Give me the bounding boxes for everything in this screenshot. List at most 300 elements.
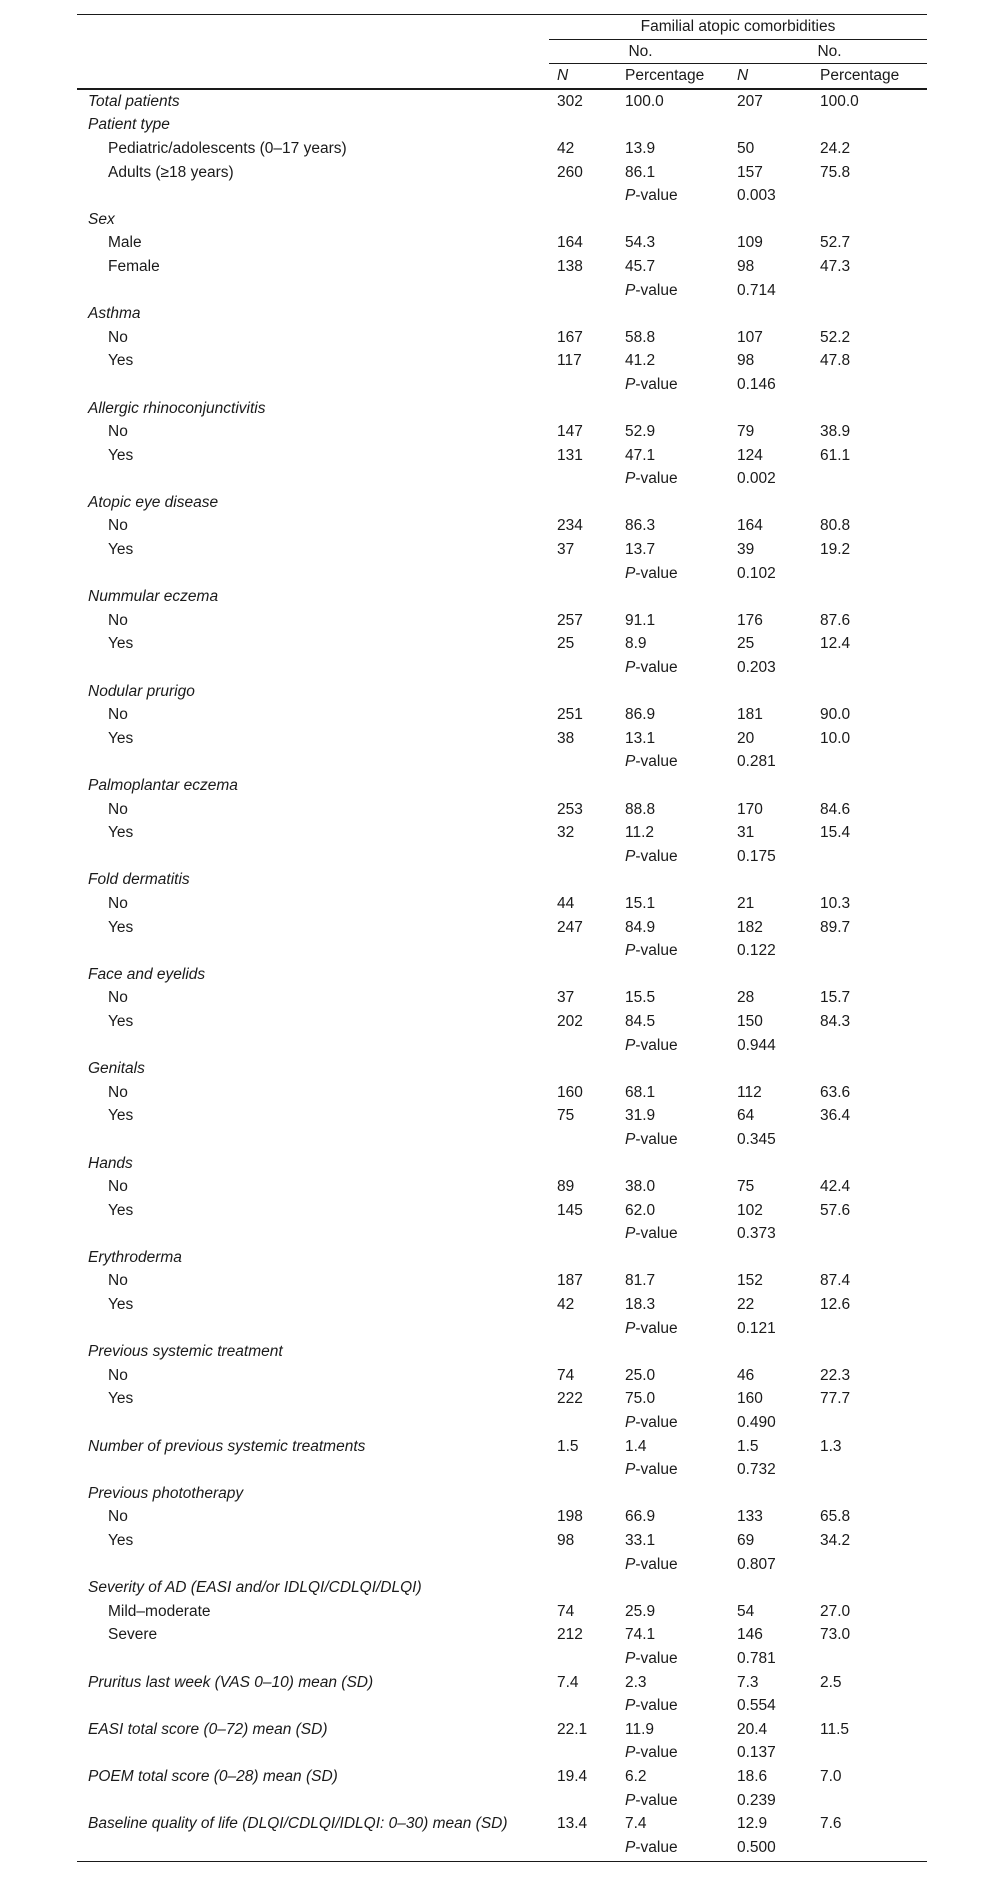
table-row	[77, 727, 927, 751]
empty-cell	[77, 1789, 549, 1813]
cell-n-1: 25	[557, 635, 575, 653]
section-label: Erythroderma	[88, 1248, 182, 1266]
section-row	[77, 397, 927, 421]
cell-percentage-2: 38.9	[820, 423, 851, 441]
cell-n-2: 18.6	[737, 1767, 768, 1785]
pvalue-row	[77, 1128, 927, 1152]
cell-percentage-1: 31.9	[625, 1107, 656, 1125]
empty-cell	[549, 1152, 625, 1176]
cell-percentage-1: 100.0	[625, 92, 664, 110]
section-label: Previous phototherapy	[88, 1484, 244, 1502]
header-column-row	[77, 64, 927, 89]
pvalue-italic-p: P	[625, 1036, 636, 1054]
pvalue-row	[77, 562, 927, 586]
pvalue-suffix: -value	[635, 1649, 678, 1667]
cell-n-2: 109	[737, 234, 763, 252]
row-label: No	[108, 1083, 128, 1101]
cell-n-1: 19.4	[557, 1767, 588, 1785]
empty-cell	[77, 279, 549, 303]
cell-n-2: 20	[737, 729, 755, 747]
empty-cell	[815, 1836, 927, 1860]
cell-n-2: 79	[737, 423, 755, 441]
table-row	[77, 349, 927, 373]
pvalue-row	[77, 1034, 927, 1058]
table-row	[77, 1364, 927, 1388]
empty-cell	[549, 373, 625, 397]
cell-percentage-2: 61.1	[820, 446, 851, 464]
cell-n-1: 257	[557, 611, 583, 629]
empty-cell	[549, 868, 625, 892]
cell-percentage-2: 87.4	[820, 1272, 851, 1290]
empty-cell	[815, 1222, 927, 1246]
cell-percentage-1: 58.8	[625, 328, 656, 346]
pvalue-suffix: -value	[635, 1319, 678, 1337]
pvalue-label	[625, 656, 732, 680]
header-group-row	[77, 15, 927, 39]
row-label: No	[108, 706, 128, 724]
table-row	[77, 1505, 927, 1529]
cell-n-1: 75	[557, 1107, 575, 1125]
empty-cell	[732, 868, 815, 892]
cell-percentage-2: 90.0	[820, 706, 851, 724]
section-label: Fold dermatitis	[88, 871, 190, 889]
cell-percentage-1: 62.0	[625, 1201, 656, 1219]
empty-cell	[815, 397, 927, 421]
cell-percentage-2: 11.5	[820, 1720, 850, 1738]
cell-percentage-1: 66.9	[625, 1508, 656, 1526]
empty-cell	[815, 1694, 927, 1718]
cell-n-2: 181	[737, 706, 763, 724]
table-row	[77, 1387, 927, 1411]
cell-percentage-2: 24.2	[820, 139, 851, 157]
table-row	[77, 255, 927, 279]
cell-n-2: 75	[737, 1178, 755, 1196]
pvalue-row	[77, 750, 927, 774]
table-row	[77, 1010, 927, 1034]
cell-percentage-1: 86.3	[625, 517, 656, 535]
table-row	[77, 514, 927, 538]
pvalue: 0.102	[737, 564, 776, 582]
cell-percentage-1: 38.0	[625, 1178, 656, 1196]
row-label: No	[108, 800, 128, 818]
group-title: Familial atopic comorbidities	[549, 15, 927, 39]
empty-cell	[732, 1246, 815, 1270]
empty-cell	[625, 585, 732, 609]
pvalue-label	[625, 562, 732, 586]
empty-cell	[732, 113, 815, 137]
cell-n-1: 37	[557, 541, 575, 559]
section-row	[77, 774, 927, 798]
cell-percentage-2: 80.8	[820, 517, 851, 535]
cell-percentage-2: 100.0	[820, 92, 859, 110]
cell-percentage-2: 42.4	[820, 1178, 851, 1196]
cell-n-1: 42	[557, 139, 575, 157]
pvalue: 0.373	[737, 1225, 776, 1243]
empty-cell	[549, 184, 625, 208]
pvalue-label	[625, 1836, 732, 1860]
cell-n-1: 131	[557, 446, 583, 464]
pvalue-row	[77, 1789, 927, 1813]
row-label: Yes	[108, 729, 134, 747]
cell-n-1: 117	[557, 352, 582, 370]
pvalue: 0.239	[737, 1791, 776, 1809]
cell-n-2: 146	[737, 1626, 763, 1644]
section-row	[77, 1246, 927, 1270]
cell-n-1: 234	[557, 517, 583, 535]
pvalue-suffix: -value	[635, 1414, 678, 1432]
empty-cell	[815, 585, 927, 609]
cell-percentage-2: 36.4	[820, 1107, 851, 1125]
empty-cell	[77, 1553, 549, 1577]
cell-percentage-2: 34.2	[820, 1532, 851, 1549]
cell-percentage-1: 11.2	[625, 824, 655, 842]
cell-percentage-1: 33.1	[625, 1532, 656, 1549]
empty-cell	[77, 939, 549, 963]
table-row	[77, 892, 927, 916]
section-label: Sex	[88, 210, 115, 228]
cell-n-1: 37	[557, 989, 575, 1007]
table-row	[77, 1175, 927, 1199]
cell-n-1: 145	[557, 1201, 583, 1219]
empty-cell	[815, 279, 927, 303]
table-row	[77, 1269, 927, 1293]
empty-cell	[625, 1576, 732, 1600]
cell-n-2: 20.4	[737, 1720, 768, 1738]
row-label: No	[108, 894, 128, 912]
pvalue-label	[625, 1222, 732, 1246]
pvalue-row	[77, 845, 927, 869]
cell-n-1: 260	[557, 163, 583, 181]
table-row	[77, 1081, 927, 1105]
cell-percentage-1: 13.9	[625, 139, 656, 157]
pvalue-label	[625, 1411, 732, 1435]
cell-percentage-1: 2.3	[625, 1673, 647, 1691]
pvalue-suffix: -value	[635, 1697, 678, 1715]
pvalue-label	[625, 845, 732, 869]
cell-n-2: 39	[737, 541, 755, 559]
pvalue-label	[625, 1789, 732, 1813]
row-label: No	[108, 517, 128, 535]
summary-row	[77, 89, 927, 114]
pvalue: 0.002	[737, 470, 776, 488]
cell-n-1: 164	[557, 234, 583, 252]
pvalue-italic-p: P	[625, 375, 636, 393]
empty-cell	[549, 467, 625, 491]
empty-cell	[77, 1411, 549, 1435]
pvalue-italic-p: P	[625, 1130, 636, 1148]
section-row	[77, 491, 927, 515]
table-row	[77, 137, 927, 161]
table-row	[77, 916, 927, 940]
empty-cell	[625, 491, 732, 515]
cell-percentage-1: 15.5	[625, 989, 656, 1007]
pvalue-label	[625, 750, 732, 774]
pvalue-suffix: -value	[635, 470, 678, 488]
cell-percentage-2: 57.6	[820, 1201, 851, 1219]
section-row	[77, 963, 927, 987]
empty-cell	[77, 1317, 549, 1341]
pvalue-suffix: -value	[635, 847, 678, 865]
cell-n-2: 25	[737, 635, 755, 653]
empty-cell	[625, 774, 732, 798]
section-row	[77, 208, 927, 232]
cell-n-2: 12.9	[737, 1815, 768, 1833]
empty-cell	[732, 585, 815, 609]
empty-cell	[549, 208, 625, 232]
empty-cell	[77, 1458, 549, 1482]
pvalue-label	[625, 1647, 732, 1671]
section-row	[77, 1057, 927, 1081]
empty-cell	[732, 208, 815, 232]
pvalue-suffix: -value	[635, 753, 678, 771]
cell-percentage-1: 18.3	[625, 1296, 656, 1314]
empty-cell	[815, 113, 927, 137]
summary-row	[77, 1671, 927, 1695]
cell-n-2: 170	[737, 800, 763, 818]
row-label: Mild–moderate	[108, 1602, 211, 1620]
section-label: Atopic eye disease	[88, 493, 219, 511]
row-label: Yes	[108, 446, 134, 464]
empty-cell	[77, 1647, 549, 1671]
empty-cell	[549, 302, 625, 326]
cell-percentage-1: 13.1	[625, 729, 656, 747]
cell-percentage-1: 84.9	[625, 918, 656, 936]
empty-cell	[77, 1034, 549, 1058]
pvalue-italic-p: P	[625, 470, 636, 488]
pvalue-italic-p: P	[625, 659, 636, 677]
pvalue: 0.714	[737, 281, 776, 299]
pvalue-label	[625, 1317, 732, 1341]
empty-cell	[732, 680, 815, 704]
row-label: Yes	[108, 1012, 134, 1030]
section-row	[77, 585, 927, 609]
pvalue-italic-p: P	[625, 187, 636, 205]
cell-percentage-2: 87.6	[820, 611, 851, 629]
empty-cell	[815, 1647, 927, 1671]
section-label: Previous systemic treatment	[88, 1343, 283, 1361]
cell-n-2: 28	[737, 989, 755, 1007]
cell-percentage-1: 81.7	[625, 1272, 656, 1290]
pvalue-italic-p: P	[625, 1319, 636, 1337]
pvalue-row	[77, 1222, 927, 1246]
cell-n-1: 7.4	[557, 1673, 579, 1691]
empty-cell	[549, 1246, 625, 1270]
pvalue: 0.732	[737, 1461, 776, 1479]
cell-percentage-2: 84.6	[820, 800, 851, 818]
empty-cell	[815, 680, 927, 704]
empty-cell	[549, 1741, 625, 1765]
pvalue-row	[77, 279, 927, 303]
cell-n-1: 89	[557, 1178, 575, 1196]
table-row	[77, 326, 927, 350]
pvalue: 0.281	[737, 753, 776, 771]
cell-n-1: 74	[557, 1602, 575, 1620]
empty-cell	[549, 939, 625, 963]
cell-percentage-2: 84.3	[820, 1012, 851, 1030]
empty-cell	[77, 656, 549, 680]
row-label: Yes	[108, 1532, 134, 1549]
pvalue-suffix: -value	[635, 1461, 678, 1479]
table-row	[77, 1104, 927, 1128]
cell-n-2: 54	[737, 1602, 755, 1620]
cell-percentage-2: 15.4	[820, 824, 851, 842]
cell-n-1: 198	[557, 1508, 583, 1526]
section-label: Patient type	[88, 116, 170, 134]
cell-n-2: 98	[737, 352, 755, 370]
cell-n-2: 207	[737, 92, 763, 110]
row-label-italic: Total patients	[88, 92, 180, 110]
col-header-percentage-1: Percentage	[625, 64, 732, 89]
cell-n-2: 7.3	[737, 1673, 759, 1691]
cell-n-2: 31	[737, 824, 755, 842]
cell-n-1: 138	[557, 257, 583, 275]
empty-cell	[732, 302, 815, 326]
empty-cell	[549, 1789, 625, 1813]
empty-cell	[815, 373, 927, 397]
cell-n-2: 69	[737, 1532, 755, 1549]
cell-percentage-1: 25.9	[625, 1602, 656, 1620]
pvalue-suffix: -value	[635, 1744, 678, 1762]
cell-percentage-2: 7.0	[820, 1767, 842, 1785]
empty-cell	[549, 1553, 625, 1577]
pvalue-row	[77, 184, 927, 208]
empty-cell	[549, 585, 625, 609]
empty-cell	[625, 1057, 732, 1081]
cell-percentage-2: 12.6	[820, 1296, 851, 1314]
empty-cell	[77, 562, 549, 586]
pvalue-label	[625, 1694, 732, 1718]
cell-percentage-2: 7.6	[820, 1815, 842, 1833]
row-label: Yes	[108, 918, 134, 936]
pvalue: 0.175	[737, 847, 776, 865]
cell-n-1: 98	[557, 1532, 575, 1549]
cell-percentage-2: 2.5	[820, 1673, 842, 1691]
row-label: No	[108, 1272, 128, 1290]
empty-cell	[732, 963, 815, 987]
cell-n-1: 251	[557, 706, 583, 724]
pvalue-suffix: -value	[635, 1555, 678, 1573]
empty-cell	[732, 397, 815, 421]
empty-cell	[732, 1340, 815, 1364]
empty-cell	[625, 302, 732, 326]
row-label: No	[108, 1178, 128, 1196]
empty-cell	[77, 184, 549, 208]
empty-cell	[815, 302, 927, 326]
cell-percentage-1: 86.9	[625, 706, 656, 724]
cell-percentage-2: 10.3	[820, 894, 851, 912]
pvalue-italic-p: P	[625, 1225, 636, 1243]
empty-cell	[549, 656, 625, 680]
empty-cell	[549, 1057, 625, 1081]
empty-cell	[815, 963, 927, 987]
row-label-italic: EASI total score (0–72) mean (SD)	[88, 1720, 328, 1738]
empty-cell	[732, 1576, 815, 1600]
pvalue-row	[77, 1458, 927, 1482]
cell-percentage-1: 88.8	[625, 800, 656, 818]
pvalue-label	[625, 1128, 732, 1152]
cell-n-1: 1.5	[557, 1437, 579, 1455]
empty-cell	[549, 1482, 625, 1506]
comorbidities-table	[77, 15, 927, 1859]
pvalue-row	[77, 1647, 927, 1671]
pvalue-label	[625, 939, 732, 963]
cell-percentage-1: 84.5	[625, 1012, 656, 1030]
col-header-n-2: N	[732, 64, 815, 89]
cell-n-1: 202	[557, 1012, 583, 1030]
empty-cell	[732, 774, 815, 798]
empty-cell	[625, 1340, 732, 1364]
cell-n-1: 212	[557, 1626, 583, 1644]
row-label: Yes	[108, 824, 134, 842]
cell-percentage-2: 77.7	[820, 1390, 851, 1408]
empty-cell	[815, 868, 927, 892]
table-row	[77, 703, 927, 727]
empty-cell	[549, 1340, 625, 1364]
pvalue-row	[77, 939, 927, 963]
empty-cell	[549, 963, 625, 987]
summary-row	[77, 1718, 927, 1742]
empty-cell	[549, 680, 625, 704]
table-row	[77, 821, 927, 845]
pvalue-italic-p: P	[625, 1697, 636, 1715]
pvalue-italic-p: P	[625, 1744, 636, 1762]
row-label: Male	[108, 234, 142, 252]
pvalue-row	[77, 1411, 927, 1435]
pvalue-label	[625, 1553, 732, 1577]
pvalue: 0.345	[737, 1130, 776, 1148]
section-label: Allergic rhinoconjunctivitis	[88, 399, 266, 417]
pvalue-italic-p: P	[625, 281, 636, 299]
header-subgroup-row	[77, 39, 927, 64]
subgroup-title-2: No.	[732, 39, 927, 64]
section-label: Nodular prurigo	[88, 682, 195, 700]
cell-percentage-2: 75.8	[820, 163, 851, 181]
pvalue-row	[77, 1553, 927, 1577]
pvalue: 0.122	[737, 942, 776, 960]
empty-cell	[77, 845, 549, 869]
empty-cell	[549, 1694, 625, 1718]
cell-percentage-2: 22.3	[820, 1366, 851, 1384]
pvalue: 0.500	[737, 1838, 776, 1856]
empty-cell	[549, 1034, 625, 1058]
section-row	[77, 1152, 927, 1176]
empty-cell	[77, 1222, 549, 1246]
section-label: Severity of AD (EASI and/or IDLQI/CDLQI/DLQI)	[88, 1579, 422, 1597]
pvalue-italic-p: P	[625, 942, 636, 960]
cell-n-2: 152	[737, 1272, 763, 1290]
cell-percentage-2: 89.7	[820, 918, 851, 936]
cell-percentage-2: 47.8	[820, 352, 851, 370]
row-label: No	[108, 423, 128, 441]
pvalue: 0.554	[737, 1697, 776, 1715]
empty-cell	[815, 1482, 927, 1506]
empty-cell	[815, 939, 927, 963]
pvalue-row	[77, 1317, 927, 1341]
cell-percentage-2: 52.2	[820, 328, 851, 346]
empty-cell	[815, 1246, 927, 1270]
empty-cell	[815, 208, 927, 232]
empty-cell	[549, 1411, 625, 1435]
empty-cell	[77, 467, 549, 491]
empty-cell	[549, 113, 625, 137]
pvalue-italic-p: P	[625, 564, 636, 582]
table-row	[77, 1199, 927, 1223]
section-label: Genitals	[88, 1060, 145, 1078]
cell-n-1: 13.4	[557, 1815, 588, 1833]
pvalue: 0.121	[737, 1319, 776, 1337]
row-label-italic: Baseline quality of life (DLQI/CDLQI/IDLQI: 0–30) mean (SD)	[88, 1815, 508, 1833]
cell-n-2: 1.5	[737, 1437, 759, 1455]
